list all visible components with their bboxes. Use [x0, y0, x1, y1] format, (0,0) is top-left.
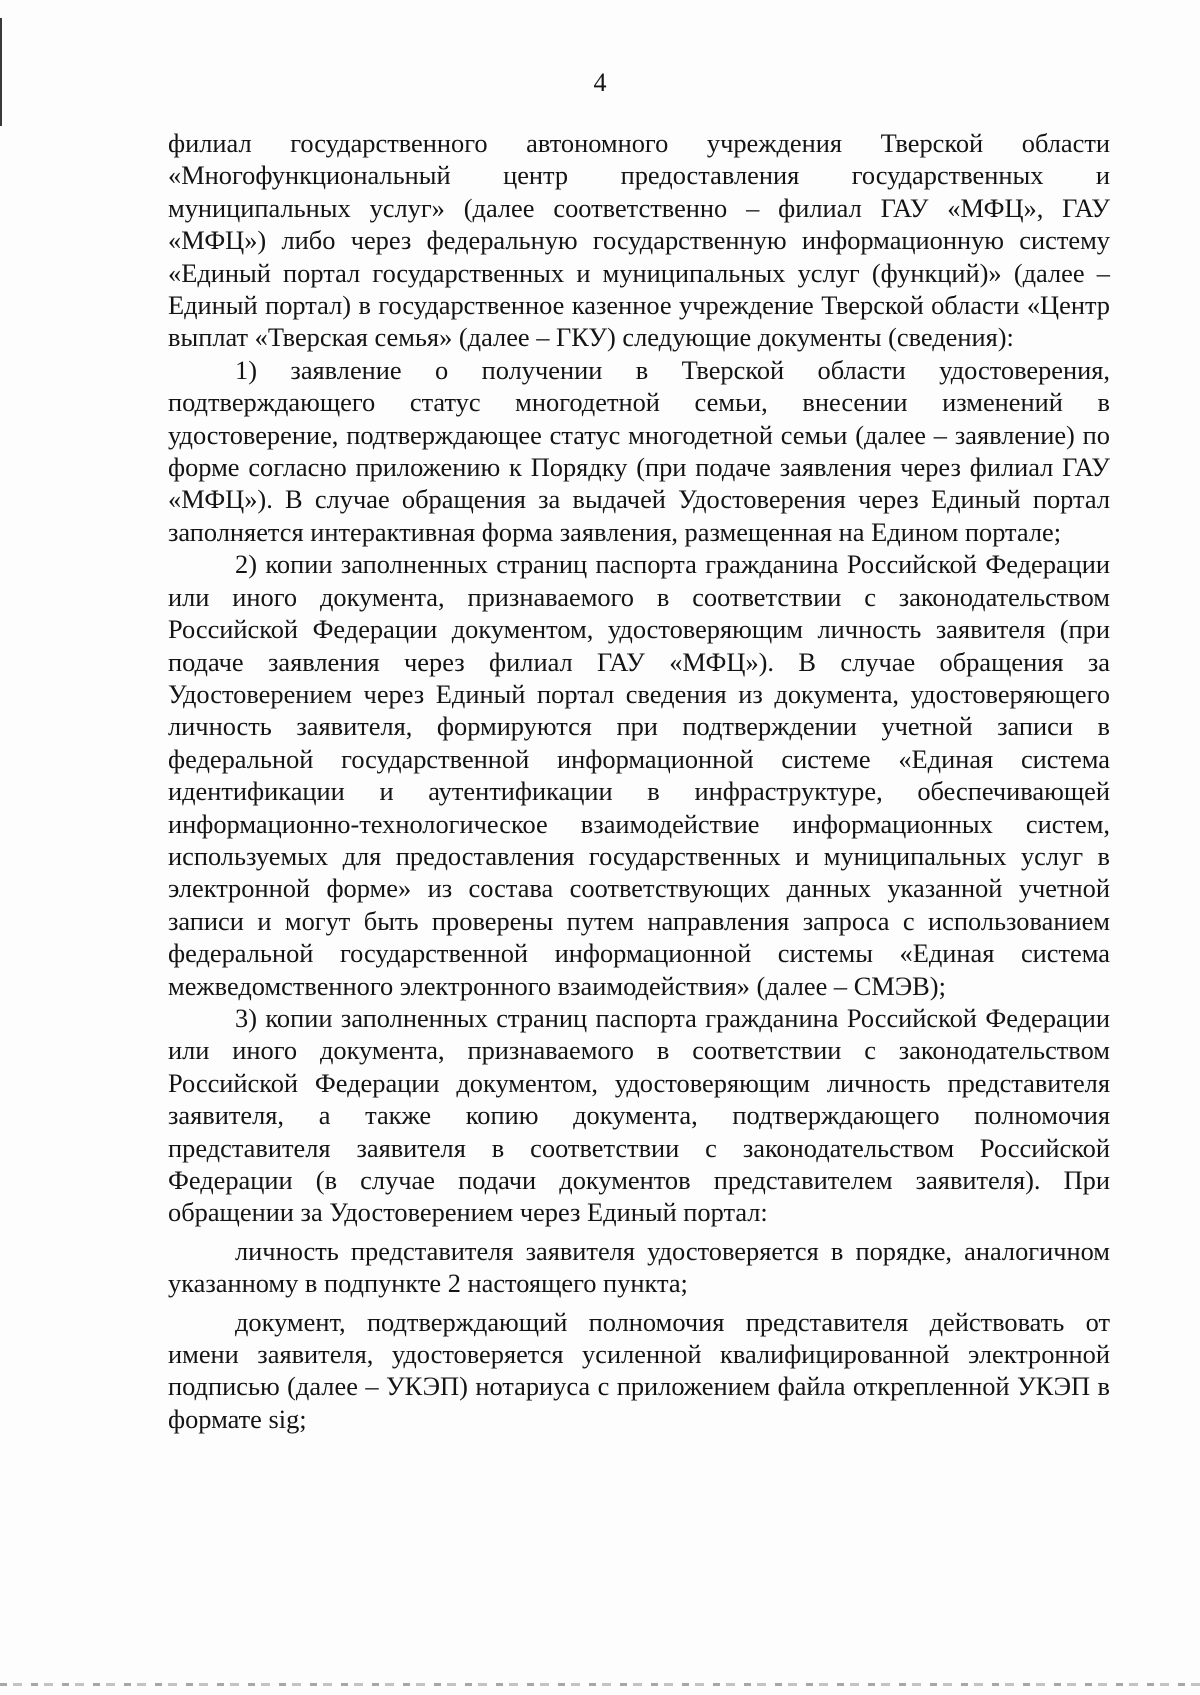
paragraph-item-2: 2) копии заполненных страниц паспорта гражданина Российской Федерации или иного документа, признаваемого в соответствии с законодательством Российской Федерации документом, удостоверяющим личность заявителя (при подаче заявления через филиал ГАУ «МФЦ»). В случае обращения за Удостоверением через Единый портал сведения из документа, удостоверяющего личность заявителя, формируются при подтверждении учетной записи в федеральной государственной информационной системе «Единая система идентификации и аутентификации в инфраструктуре, обеспечивающей информационно-технологическое взаимодействие информационных систем, используемых для предоставления государственных и муниципальных услуг в электронной форме» из состава соответствующих данных указанной учетной записи и могут быть проверены путем направления запроса с использованием федеральной государственной информационной системы «Единая система межведомственного электронного взаимодействия» (далее – СМЭВ);	[168, 549, 1110, 1001]
document-body	[168, 127, 1110, 1435]
paragraph-intro: филиал государственного автономного учреждения Тверской области «Многофункциональный центр предоставления государственных и муниципальных услуг» (далее соответственно – филиал ГАУ «МФЦ», ГАУ «МФЦ») либо через федеральную государственную информационную систему «Единый портал государственных и муниципальных услуг (функций)» (далее – Единый портал) в государственное казенное учреждение Тверской области «Центр выплат «Тверская семья» (далее – ГКУ) следующие документы (сведения):	[168, 128, 1110, 353]
page-number: 4	[593, 68, 607, 97]
paragraph-item-3: 3) копии заполненных страниц паспорта гражданина Российской Федерации или иного документа, признаваемого в соответствии с законодательством Российской Федерации документом, удостоверяющим личность представителя заявителя, а также копию документа, подтверждающего полномочия представителя заявителя в соответствии с законодательством Российской Федерации (в случае подачи документов представителем заявителя). При обращении за Удостоверением через Единый портал:	[168, 1002, 1110, 1228]
paragraph-representative-identity: личность представителя заявителя удостоверяется в порядке, аналогичном указанному в подпункте 2 настоящего пункта;	[168, 1235, 1110, 1299]
paragraph-item-1: 1) заявление о получении в Тверской области удостоверения, подтверждающего статус многодетной семьи, внесении изменений в удостоверение, подтверждающее статус многодетной семьи (далее – заявление) по форме согласно приложению к Порядку (при подаче заявления через филиал ГАУ «МФЦ»). В случае обращения за выдачей Удостоверения через Единый портал заполняется интерактивная форма заявления, размещенная на Едином портале;	[168, 354, 1110, 547]
scan-bottom-edge	[0, 1683, 1200, 1686]
paragraph-representative-authority: документ, подтверждающий полномочия представителя действовать от имени заявителя, удостоверяется усиленной квалифицированной электронной подписью (далее – УКЭП) нотариуса с приложением файла открепленной УКЭП в формате sig;	[168, 1306, 1110, 1434]
